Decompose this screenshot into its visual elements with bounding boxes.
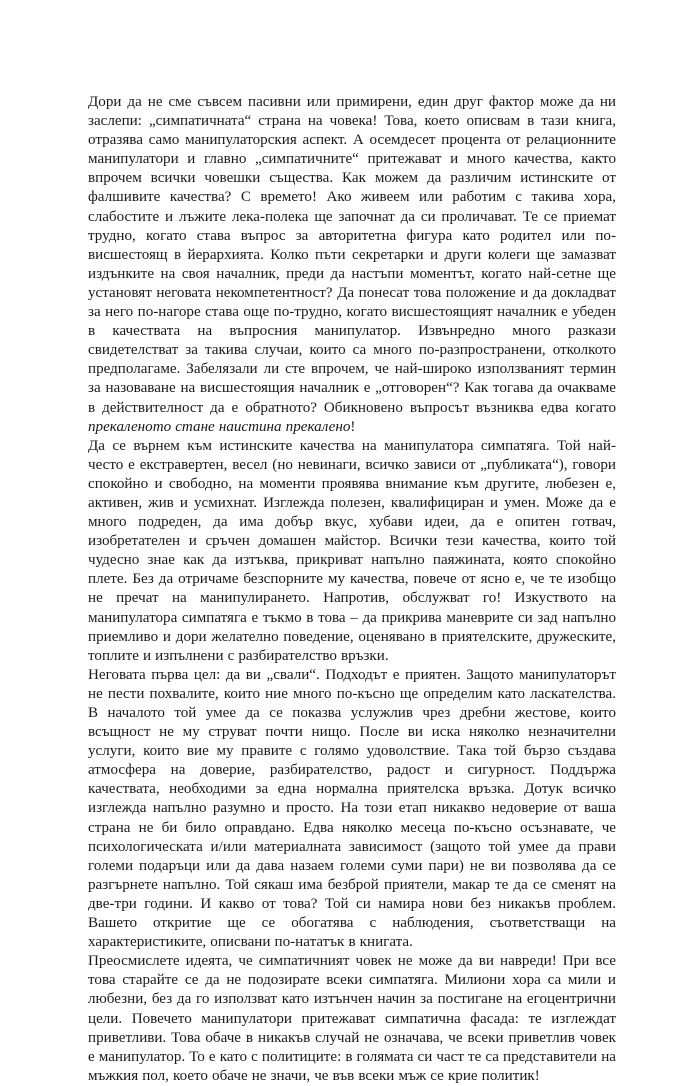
- paragraph-3-text: Неговата първа цел: да ви „свали“. Подходът е приятен. Защото манипулаторът не пести похвалите, които ние много по-късно ще определим като ласкателства. В началото той умее да се показва услужлив чрез дребни жестове, които всъщност не му струват почти нищо. После ви иска няколко незначителни услуги, които вие му правите с голямо удоволствие. Така той бързо създава атмосфера на доверие, разбирателство, радост и сигурност. Поддържа качествата, необходими за една нормална приятелска връзка. Дотук всичко изглежда напълно разумно и просто. На този етап никакво недоверие от ваша страна не би било оправдано. Едва няколко месеца по-късно осъзнавате, че психологическата и/или материалната зависимост (защото той умее да прави големи подаръци или да дава назаем големи суми пари) не ви позволява да се разгърнете напълно. Той сякаш има безброй приятели, макар те да се сменят на две-три години. И какво от това? Той си намира нови без никакъв проблем. Вашето откритие ще се обогатява с наблюдения, съответстващи на характеристиките, описвани по-нататък в книгата.: [88, 666, 616, 951]
- document-page: [88, 93, 616, 1086]
- paragraph-1-text: Дори да не сме съвсем пасивни или примирени, един друг фактор може да ни заслепи: „симпатичната“ страна на човека! Това, което описвам в тази книга, отразява само манипулаторския аспект. А осемдесет процента от релационните манипулатори и главно „симпатичните“ притежават и много качества, както впрочем всички човешки същества. Как можем да различим истинските от фалшивите качества? С времето! Ако живеем или работим с такива хора, слабостите и лъжите лека-полека ще започнат да си проличават. Те се приемат трудно, когато става въпрос за авторитетна фигура като родител или по-висшестоящ в йерархията. Колко пъти секретарки и други колеги ще замазват издънките на своя началник, преди да настъпи моментът, когато най-сетне ще установят неговата некомпетентност? Да понесат това положение и да докладват за него по-нагоре става още по-трудно, когато висшестоящият началник е убеден в качествата на въпросния манипулатор. Извънредно много разкази свидетелстват за такива случаи, които са много по-разпространени, отколкото предполагаме. Забелязали ли сте впрочем, че най-широко използваният термин за назоваване на висшестоящия началник е „отговорен“? Как тогава да очакваме в действителност да е обратното? Обикновено въпросът възниква едва когато: [88, 94, 616, 416]
- paragraph-1: [88, 93, 616, 437]
- paragraph-3: [88, 666, 616, 952]
- paragraph-1-ending: !: [350, 418, 356, 435]
- paragraph-1-emphasis: прекаленото стане наистина прекалено: [88, 418, 351, 435]
- paragraph-2: [88, 437, 616, 666]
- paragraph-4-text: Преосмислете идеята, че симпатичният човек не може да ви навреди! При все това старайте се да не подозирате всеки симпатяга. Милиони хора са мили и любезни, без да го използват като изтънчен начин за постигане на егоцентрични цели. Повечето манипулатори притежават симпатична фасада: те изглеждат приветливи. Това обаче в никакъв случай не означава, че всеки приветлив човек е манипулатор. То е като с политиците: в голямата си част те са представители на мъжкия пол, което обаче не значи, че във всеки мъж се крие политик!: [88, 953, 616, 1084]
- paragraph-2-text: Да се върнем към истинските качества на манипулатора симпатяга. Той най-често е екстравертен, весел (но невинаги, всичко зависи от „публиката“), говори спокойно и свободно, на моменти проявява внимание към другите, любезен е, активен, жив и усмихнат. Изглежда полезен, квалифициран и умен. Може да е много подреден, да има добър вкус, хубави идеи, да е опитен готвач, изобретателен и сръчен домашен майстор. Всички тези качества, които той чудесно знае как да изтъква, прикриват напълно паяжината, която спокойно плете. Без да отричаме безспорните му качества, повече от ясно е, че те изобщо не пречат на манипулирането. Напротив, обслужват го! Изкуството на манипулатора симпатяга е тъкмо в това – да прикрива маневрите си зад напълно приемливо и дори желателно поведение, оценявано в приятелските, дружеските, топлите и изпълнени с разбирателство връзки.: [88, 437, 616, 664]
- paragraph-4: [88, 952, 616, 1086]
